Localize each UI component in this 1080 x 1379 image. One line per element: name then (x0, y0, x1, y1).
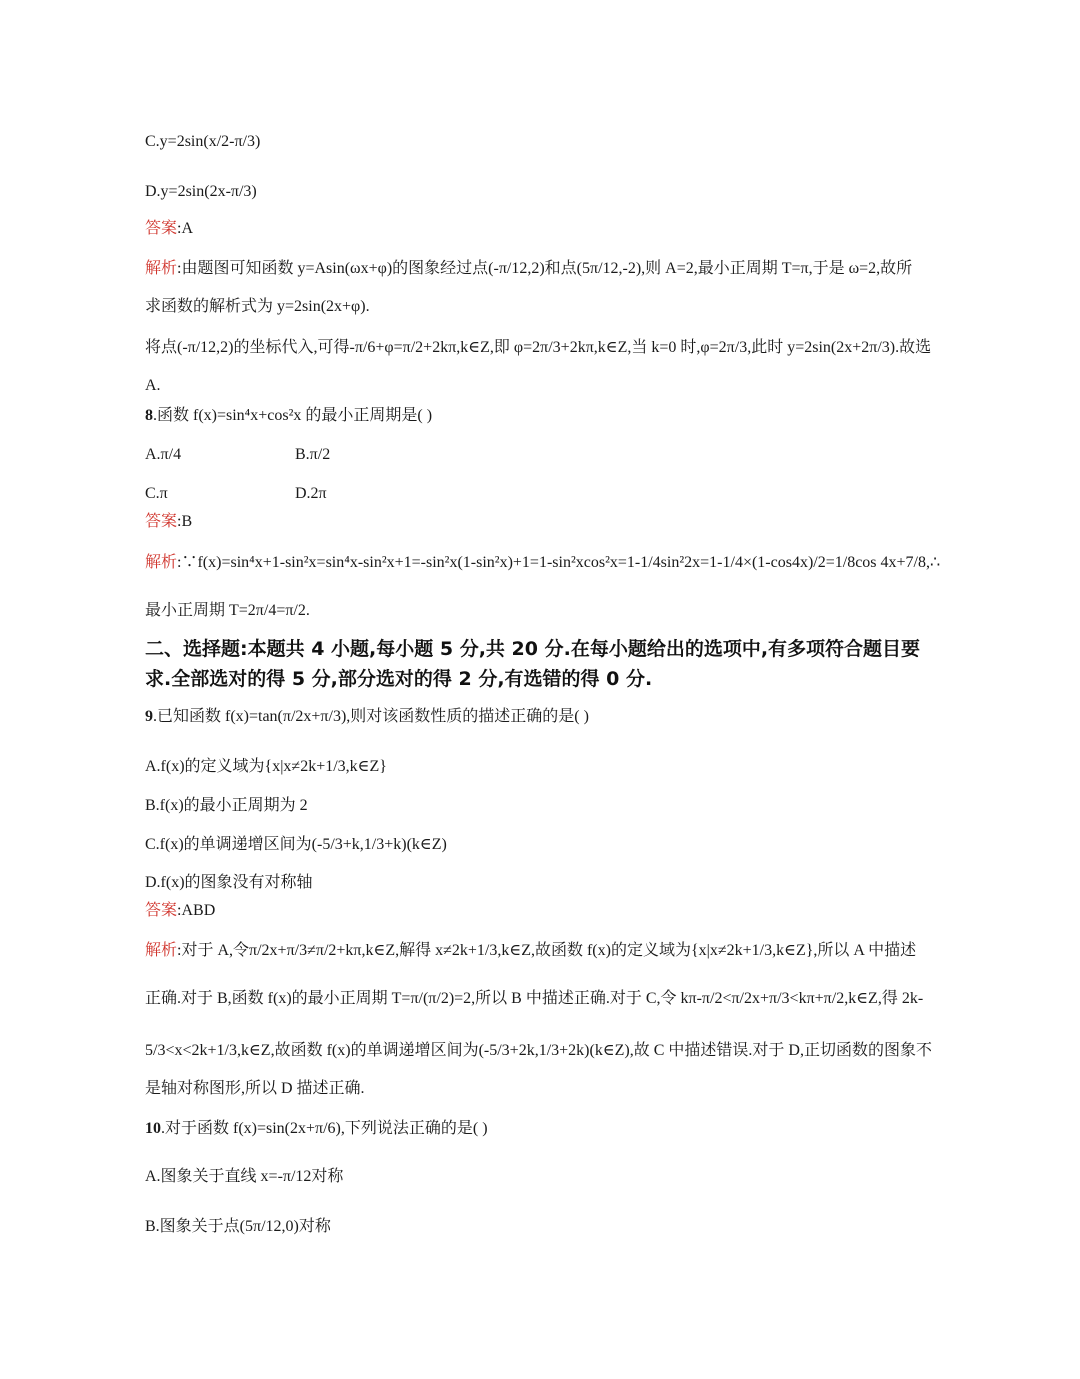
question-number: 8 (145, 407, 153, 424)
question-text: .函数 f(x)=sin⁴x+cos²x 的最小正周期是( ) (153, 407, 433, 424)
analysis-q9-line1 (145, 940, 916, 962)
answer-label: 答案 (145, 220, 178, 237)
option-c-q9: C.f(x)的单调递增区间为(-5/3+k,1/3+k)(k∈Z) (145, 836, 447, 853)
answer-label: 答案 (145, 513, 178, 530)
analysis-q9-line4: 是轴对称图形,所以 D 描述正确. (145, 1080, 365, 1097)
options-row-q8-1 (145, 444, 331, 466)
analysis-text: :∵f(x)=sin⁴x+1-sin²x=sin⁴x-sin²x+1=-sin²x(1-sin²x)+1=1-sin²xcos²x=1-1/4sin²2x=1-1/4×(1-cos4x)/2=1/8cos 4x+7/8,∴ (177, 554, 941, 571)
option-b-q10: B.图象关于点(5π/12,0)对称 (145, 1218, 331, 1235)
analysis-q7-line1 (145, 258, 912, 280)
question-text: .已知函数 f(x)=tan(π/2x+π/3),则对该函数性质的描述正确的是( ) (153, 708, 589, 725)
section-heading: 二、选择题:本题共 4 小题,每小题 5 分,共 20 分.在每小题给出的选项中,有多项符合题目要求.全部选对的得 5 分,部分选对的得 2 分,有选错的得 0 分. (145, 638, 921, 690)
question-text: .对于函数 f(x)=sin(2x+π/6),下列说法正确的是( ) (161, 1120, 488, 1137)
question-number: 10 (145, 1120, 161, 1137)
analysis-label: 解析 (145, 260, 178, 277)
analysis-q7-line3: 将点(-π/12,2)的坐标代入,可得-π/6+φ=π/2+2kπ,k∈Z,即 φ=2π/3+2kπ,k∈Z,当 k=0 时,φ=2π/3,此时 y=2sin(2x+2π/3).故选 (145, 339, 932, 356)
option-a-q8: A.π/4 (145, 446, 182, 463)
option-b-q8: B.π/2 (295, 446, 331, 463)
analysis-label: 解析 (145, 942, 178, 959)
answer-label: 答案 (145, 902, 178, 919)
analysis-text: :由题图可知函数 y=Asin(ωx+φ)的图象经过点(-π/12,2)和点(5π/12,-2),则 A=2,最小正周期 T=π,于是 ω=2,故所 (177, 260, 913, 277)
option-a-q10: A.图象关于直线 x=-π/12对称 (145, 1168, 344, 1185)
analysis-q7-line2: 求函数的解析式为 y=2sin(2x+φ). (145, 298, 370, 315)
answer-q8 (145, 511, 192, 533)
analysis-text: :对于 A,令π/2x+π/3≠π/2+kπ,k∈Z,解得 x≠2k+1/3,k∈Z,故函数 f(x)的定义域为{x|x≠2k+1/3,k∈Z},所以 A 中描述 (177, 942, 917, 959)
question-10 (145, 1118, 488, 1140)
answer-value: :A (177, 220, 194, 237)
options-row-q8-2 (145, 483, 327, 505)
question-number: 9 (145, 708, 153, 725)
option-b-q9: B.f(x)的最小正周期为 2 (145, 797, 308, 814)
option-c-q8: C.π (145, 485, 168, 502)
analysis-q8-line2: 最小正周期 T=2π/4=π/2. (145, 602, 310, 619)
analysis-q9-line2: 正确.对于 B,函数 f(x)的最小正周期 T=π/(π/2)=2,所以 B 中描述正确.对于 C,令 kπ-π/2<π/2x+π/3<kπ+π/2,k∈Z,得 2k- (145, 990, 924, 1007)
analysis-q8-line1 (145, 552, 940, 574)
analysis-label: 解析 (145, 554, 178, 571)
option-d-q9: D.f(x)的图象没有对称轴 (145, 874, 313, 891)
answer-value: :B (177, 513, 193, 530)
option-d-q8: D.2π (295, 485, 327, 502)
question-8 (145, 405, 432, 427)
analysis-q9-line3: 5/3<x<2k+1/3,k∈Z,故函数 f(x)的单调递增区间为(-5/3+2k,1/3+2k)(k∈Z),故 C 中描述错误.对于 D,正切函数的图象不 (145, 1042, 932, 1059)
option-a-q9: A.f(x)的定义域为{x|x≠2k+1/3,k∈Z} (145, 758, 387, 775)
question-9 (145, 706, 589, 728)
answer-q9 (145, 900, 215, 922)
option-c-q7: C.y=2sin(x/2-π/3) (145, 133, 261, 150)
analysis-q7-line4: A. (145, 377, 161, 394)
answer-value: :ABD (177, 902, 216, 919)
option-d-q7: D.y=2sin(2x-π/3) (145, 183, 257, 200)
answer-q7 (145, 218, 193, 240)
